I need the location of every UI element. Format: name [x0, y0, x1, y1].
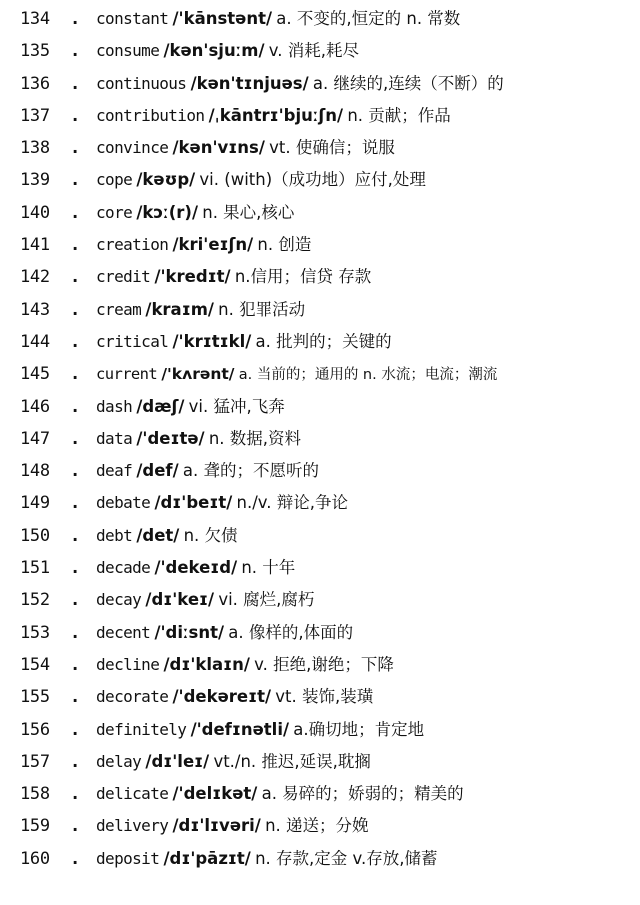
vocab-entry — [0, 164, 640, 196]
entry-word: delay — [96, 751, 142, 771]
entry-word: decay — [96, 590, 142, 610]
entry-phonetic: /kən'sjuːm/ — [163, 41, 265, 61]
entry-separator: . — [70, 654, 81, 675]
entry-definition: vt./n. 推迟,延误,耽搁 — [213, 751, 371, 771]
entry-word: critical — [96, 331, 169, 351]
entry-definition: n. 存款,定金 v.存放,储蓄 — [255, 848, 438, 868]
vocab-entry — [0, 746, 640, 778]
entry-separator: . — [70, 331, 81, 352]
entry-content — [96, 617, 636, 649]
entry-phonetic: /'deɪtə/ — [136, 428, 205, 448]
entry-separator: . — [70, 719, 81, 740]
vocab-entry — [0, 617, 640, 649]
entry-phonetic: /dɪ'lɪvəri/ — [172, 816, 261, 836]
entry-separator: . — [70, 687, 81, 708]
vocab-entry — [0, 487, 640, 519]
entry-word: cope — [96, 170, 133, 190]
entry-definition: a. 像样的,体面的 — [228, 622, 354, 642]
entry-separator: . — [70, 105, 81, 126]
entry-phonetic: /def/ — [136, 461, 179, 481]
entry-number: 151 — [20, 558, 50, 579]
entry-word: debate — [96, 493, 151, 513]
entry-number: 146 — [20, 396, 50, 417]
vocab-entry — [0, 261, 640, 293]
entry-definition: n./v. 辩论,争论 — [236, 493, 348, 513]
entry-content — [96, 391, 636, 423]
entry-phonetic: /dɪ'pāzɪt/ — [163, 848, 251, 868]
entry-number: 140 — [20, 202, 50, 223]
vocab-entry — [0, 294, 640, 326]
entry-phonetic: /dɪ'klaɪn/ — [163, 654, 250, 674]
entry-phonetic: /'krɪtɪkl/ — [172, 331, 252, 351]
entry-phonetic: /'diːsnt/ — [154, 622, 225, 642]
entry-phonetic: /'kredɪt/ — [154, 267, 231, 287]
entry-definition: a. 易碎的；娇弱的；精美的 — [261, 784, 464, 804]
vocab-entry — [0, 326, 640, 358]
entry-definition: n. 贡献；作品 — [347, 105, 451, 125]
entry-content — [96, 100, 636, 132]
entry-phonetic: /'dekeɪd/ — [154, 558, 238, 578]
entry-word: creation — [96, 235, 169, 255]
entry-content — [96, 164, 636, 196]
vocab-entry — [0, 552, 640, 584]
entry-number: 143 — [20, 299, 50, 320]
entry-definition: vt. 使确信；说服 — [269, 138, 395, 158]
entry-word: continuous — [96, 73, 187, 93]
entry-content — [96, 68, 636, 100]
vocab-entry — [0, 197, 640, 229]
entry-phonetic: /'dekəreɪt/ — [172, 687, 271, 707]
entry-separator: . — [70, 267, 81, 288]
entry-definition: vi. 腐烂,腐朽 — [218, 590, 315, 610]
entry-phonetic: /ˌkāntrɪ'bjuːʃn/ — [208, 105, 344, 125]
entry-separator: . — [70, 816, 81, 837]
entry-content — [96, 197, 636, 229]
entry-phonetic: /kraɪm/ — [145, 299, 214, 319]
entry-separator: . — [70, 202, 81, 223]
vocab-entry — [0, 778, 640, 810]
entry-number: 138 — [20, 138, 50, 159]
entry-definition: n. 欠债 — [183, 525, 238, 545]
entry-number: 148 — [20, 461, 50, 482]
entry-content — [96, 35, 636, 67]
entry-content — [96, 3, 636, 35]
entry-content — [96, 132, 636, 164]
entry-number: 159 — [20, 816, 50, 837]
entry-definition: vi. 猛冲,飞奔 — [188, 396, 285, 416]
entry-content — [96, 746, 636, 778]
entry-content — [96, 261, 636, 293]
entry-separator: . — [70, 364, 81, 385]
entry-separator: . — [70, 73, 81, 94]
entry-definition: a. 批判的；关键的 — [255, 331, 392, 351]
vocab-entry — [0, 810, 640, 842]
entry-separator: . — [70, 525, 81, 546]
entry-word: cream — [96, 299, 142, 319]
entry-number: 141 — [20, 235, 50, 256]
entry-word: credit — [96, 267, 151, 287]
vocab-entry — [0, 132, 640, 164]
entry-definition: n. 数据,资料 — [208, 428, 302, 448]
entry-word: decorate — [96, 687, 169, 707]
entry-number: 150 — [20, 525, 50, 546]
vocab-entry — [0, 358, 640, 390]
entry-separator: . — [70, 784, 81, 805]
entry-phonetic: /dɪ'beɪt/ — [154, 493, 233, 513]
entry-definition: n. 创造 — [257, 235, 312, 255]
entry-definition: n. 犯罪活动 — [218, 299, 306, 319]
entry-phonetic: /dɪ'leɪ/ — [145, 751, 210, 771]
entry-content — [96, 810, 636, 842]
entry-number: 155 — [20, 687, 50, 708]
entry-definition: n. 果心,核心 — [202, 202, 295, 222]
entry-number: 137 — [20, 105, 50, 126]
entry-word: current — [96, 365, 158, 384]
entry-separator: . — [70, 848, 81, 869]
entry-word: contribution — [96, 105, 205, 125]
entry-content — [96, 649, 636, 681]
entry-content — [96, 584, 636, 616]
vocab-entry — [0, 68, 640, 100]
entry-separator: . — [70, 461, 81, 482]
entry-number: 147 — [20, 428, 50, 449]
entry-number: 142 — [20, 267, 50, 288]
vocab-entry — [0, 520, 640, 552]
entry-word: deposit — [96, 848, 160, 868]
entry-content — [96, 714, 636, 746]
entry-content — [96, 326, 636, 358]
entry-definition: a. 当前的；通用的 n. 水流；电流；潮流 — [238, 367, 498, 384]
entry-word: consume — [96, 41, 160, 61]
vocab-entry — [0, 229, 640, 261]
entry-number: 158 — [20, 784, 50, 805]
entry-definition: a. 继续的,连续（不断）的 — [312, 73, 504, 93]
entry-number: 156 — [20, 719, 50, 740]
entry-separator: . — [70, 235, 81, 256]
entry-number: 160 — [20, 848, 50, 869]
entry-definition: n.信用；信贷 存款 — [234, 267, 372, 287]
entry-word: delivery — [96, 816, 169, 836]
vocab-entry — [0, 423, 640, 455]
vocab-entry — [0, 681, 640, 713]
entry-phonetic: /'defɪnətli/ — [190, 719, 290, 739]
vocab-entry — [0, 35, 640, 67]
entry-number: 139 — [20, 170, 50, 191]
vocab-entry — [0, 714, 640, 746]
entry-word: deaf — [96, 461, 133, 481]
entry-definition: vi. (with)（成功地）应付,处理 — [199, 170, 426, 190]
entry-content — [96, 423, 636, 455]
entry-number: 152 — [20, 590, 50, 611]
entry-content — [96, 487, 636, 519]
entry-content — [96, 520, 636, 552]
entry-phonetic: /kri'eɪʃn/ — [172, 235, 254, 255]
entry-phonetic: /det/ — [136, 525, 180, 545]
entry-content — [96, 552, 636, 584]
vocab-entry — [0, 391, 640, 423]
entry-separator: . — [70, 170, 81, 191]
entry-definition: v. 拒绝,谢绝；下降 — [254, 654, 394, 674]
entry-number: 149 — [20, 493, 50, 514]
entry-phonetic: /'delɪkət/ — [172, 784, 258, 804]
entry-separator: . — [70, 590, 81, 611]
entry-definition: a. 聋的；不愿听的 — [182, 461, 319, 481]
vocab-entry — [0, 455, 640, 487]
entry-number: 145 — [20, 364, 50, 385]
entry-phonetic: /dæʃ/ — [136, 396, 185, 416]
entry-phonetic: /dɪ'keɪ/ — [145, 590, 215, 610]
entry-definition: v. 消耗,耗尽 — [268, 41, 359, 61]
entry-separator: . — [70, 41, 81, 62]
entry-word: convince — [96, 138, 169, 158]
entry-separator: . — [70, 138, 81, 159]
entry-definition: vt. 装饰,装璜 — [275, 687, 374, 707]
entry-separator: . — [70, 558, 81, 579]
entry-word: decent — [96, 622, 151, 642]
entry-content — [96, 358, 636, 391]
entry-word: dash — [96, 396, 133, 416]
entry-content — [96, 229, 636, 261]
entry-word: data — [96, 428, 133, 448]
vocab-entry — [0, 100, 640, 132]
entry-word: definitely — [96, 719, 187, 739]
entry-phonetic: /'kʌrənt/ — [161, 365, 235, 384]
entry-definition: n. 递送；分娩 — [265, 816, 369, 836]
entry-number: 144 — [20, 331, 50, 352]
entry-word: constant — [96, 9, 169, 28]
entry-content — [96, 681, 636, 713]
entry-content — [96, 455, 636, 487]
entry-word: core — [96, 202, 133, 222]
entry-word: debt — [96, 525, 133, 545]
entry-definition: a.确切地；肯定地 — [293, 719, 425, 739]
entry-number: 154 — [20, 654, 50, 675]
entry-separator: . — [70, 493, 81, 514]
entry-phonetic: /'kānstənt/ — [172, 9, 273, 28]
entry-separator: . — [70, 428, 81, 449]
entry-word: delicate — [96, 784, 169, 804]
entry-phonetic: /kɔː(r)/ — [136, 202, 198, 222]
entry-number: 134 — [20, 9, 50, 29]
entry-phonetic: /kən'tɪnjuəs/ — [190, 73, 309, 93]
entry-separator: . — [70, 751, 81, 772]
entry-separator: . — [70, 299, 81, 320]
entry-phonetic: /kəʊp/ — [136, 170, 196, 190]
entry-number: 136 — [20, 73, 50, 94]
entry-number: 135 — [20, 41, 50, 62]
entry-separator: . — [70, 9, 81, 29]
vocab-entry — [0, 843, 640, 875]
entry-separator: . — [70, 622, 81, 643]
entry-number: 153 — [20, 622, 50, 643]
vocabulary-list — [0, 3, 640, 875]
entry-content — [96, 843, 636, 875]
entry-content — [96, 778, 636, 810]
vocab-entry — [0, 649, 640, 681]
vocab-entry — [0, 3, 640, 35]
entry-number: 157 — [20, 751, 50, 772]
entry-word: decline — [96, 654, 160, 674]
entry-separator: . — [70, 396, 81, 417]
entry-phonetic: /kən'vɪns/ — [172, 138, 265, 158]
entry-definition: n. 十年 — [241, 558, 296, 578]
entry-content — [96, 294, 636, 326]
vocab-entry — [0, 584, 640, 616]
entry-word: decade — [96, 558, 151, 578]
entry-definition: a. 不变的,恒定的 n. 常数 — [276, 9, 461, 28]
